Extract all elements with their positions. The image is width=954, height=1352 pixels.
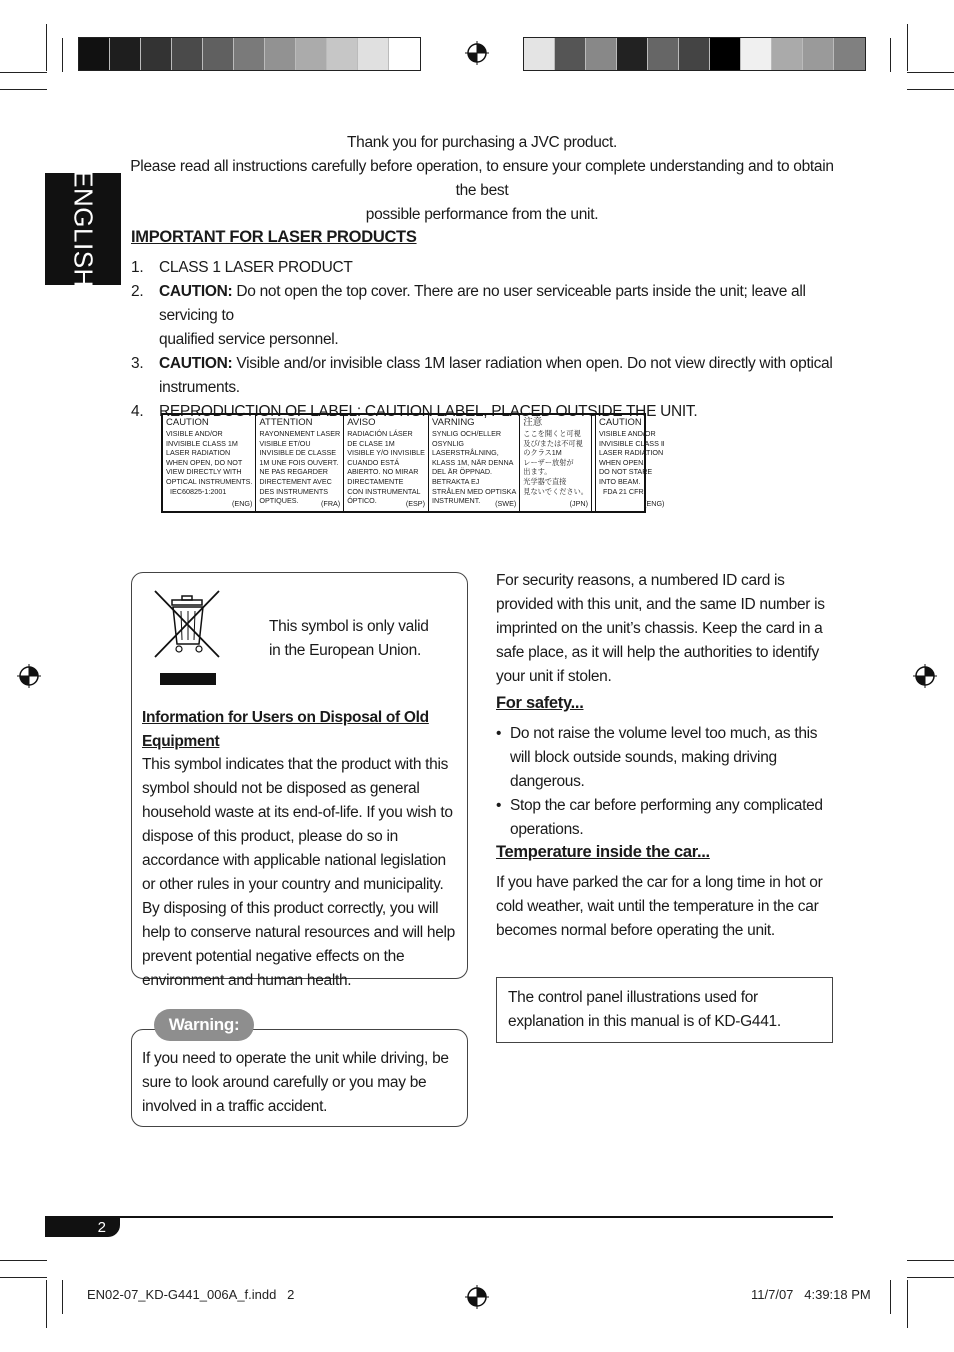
crop-mark: [62, 1280, 63, 1314]
caution-label-code: (JPN): [569, 499, 588, 509]
timestamp-slug: 11/7/07 4:39:18 PM: [751, 1287, 871, 1302]
caution-label-line: レーザー放射が: [523, 457, 574, 467]
crop-mark: [907, 72, 954, 73]
crop-mark: [0, 72, 47, 73]
caution-label-title: ATTENTION: [259, 417, 313, 428]
color-swatch: [389, 38, 420, 70]
caution-label-line: INVISIBLE CLASS Ⅱ: [598, 438, 665, 448]
crop-mark: [890, 38, 891, 72]
list-item: 2. CAUTION: Do not open the top cover. There are no user serviceable parts inside the unit; leave all servicing to qualified service personnel.: [131, 283, 806, 348]
list-item-text: Visible and/or invisible class 1M laser radiation when open. Do not view directly with optical: [232, 355, 833, 372]
color-swatch: [203, 38, 234, 70]
security-body: For security reasons, a numbered ID card is provided with this unit, and the same ID number is imprinted on the unit’s chassis. Keep the card in a safe place, as it will help the authorities to identify your unit if stolen.: [496, 572, 825, 685]
color-swatch: [772, 38, 803, 70]
caution-label-line: ÓPTICO.: [347, 496, 377, 506]
caution-label-line: 1M UNE FOIS OUVERT.: [259, 457, 339, 467]
caution-label-line: INSTRUMENT.: [431, 496, 481, 506]
caution-label: CAUTION:: [159, 355, 233, 372]
color-swatch: [327, 38, 358, 70]
laser-heading: IMPORTANT FOR LASER PRODUCTS: [131, 228, 417, 246]
caution-label-line: FDA 21 CFR: [598, 486, 644, 496]
caution-label-line: OPTIQUES.: [259, 496, 299, 506]
caution-label-line: WHEN OPEN, DO NOT: [166, 457, 243, 467]
caution-label-line: INVISIBLE DE CLASSE: [259, 448, 337, 458]
intro-line: Please read all instructions carefully before operation, to ensure your complete understanding and to obtain the best: [130, 158, 834, 199]
caution-label-line: ABIERTO. NO MIRAR: [347, 467, 419, 477]
intro-line: Thank you for purchasing a JVC product.: [346, 134, 618, 151]
intro: [120, 131, 844, 227]
list-item: • Do not raise the volume level too much, as this will block outside sounds, making driving dangerous.: [496, 722, 826, 794]
caution-label-code: (ENG): [644, 499, 665, 509]
page-number: 2: [45, 1218, 120, 1237]
caution-label-line: CON INSTRUMENTAL: [347, 486, 421, 496]
caution-label-line: BETRAKTA EJ: [431, 476, 480, 486]
language-tab: [45, 170, 121, 288]
caution-label-line: 出ます。: [523, 467, 552, 477]
caution-label-line: LASER RADIATION: [166, 448, 231, 458]
caution-label-cell: [429, 415, 520, 511]
caution-label-line: 光学器で直接: [523, 476, 567, 486]
caution-label-line: VISIBLE Y/O INVISIBLE: [347, 448, 425, 458]
color-swatch: [648, 38, 679, 70]
caution-label-line: DE CLASE 1M: [347, 438, 395, 448]
caution-label-title: CAUTION: [166, 417, 209, 428]
color-swatch: [265, 38, 296, 70]
list-item: 3. CAUTION: Visible and/or invisible class 1M laser radiation when open. Do not view directly with optical instruments.: [131, 355, 833, 396]
caution-label-title: VARNING: [431, 417, 475, 428]
caution-label-line: 及び/または不可視: [523, 438, 583, 448]
caution-label-cell: [520, 415, 592, 511]
caution-label-line: CUANDO ESTÁ: [347, 457, 400, 467]
color-swatch: [110, 38, 141, 70]
caution-label-code: (ESP): [405, 499, 425, 509]
registration-target-icon: [17, 664, 41, 688]
temperature-body: If you have parked the car for a long time in hot or cold weather, wait until the temperature in the car becomes normal before operating the unit.: [496, 874, 823, 939]
eu-symbol-note: This symbol is only valid in the European Union.: [269, 618, 429, 659]
crop-mark: [0, 89, 47, 90]
crop-mark: [0, 1277, 47, 1278]
crossed-out-bin-icon: [153, 589, 223, 687]
caution-label-line: INVISIBLE CLASS 1M: [166, 438, 238, 448]
file-slug: EN02-07_KD-G441_006A_f.indd 2: [87, 1287, 295, 1302]
intro-line: possible performance from the unit.: [365, 206, 599, 223]
crop-mark: [46, 1280, 47, 1328]
caution-label-line: DIRECTEMENT AVEC: [259, 476, 332, 486]
list-item-text: Do not open the top cover. There are no user serviceable parts inside the unit; leave all servicing to: [159, 283, 806, 324]
caution-label-line: RAYONNEMENT LASER: [259, 429, 341, 438]
color-swatch: [296, 38, 327, 70]
caution-label-line: のクラス1M: [523, 448, 562, 458]
caution-label-cell: [596, 415, 667, 511]
color-bar-right: [523, 37, 866, 71]
list-item-text: CLASS 1 LASER PRODUCT: [159, 259, 353, 276]
color-swatch: [79, 38, 110, 70]
caution-label-line: VISIBLE AND/OR: [166, 429, 223, 438]
disposal-heading: Information for Users on Disposal of Old Equipment: [142, 709, 429, 750]
crop-mark: [890, 1280, 891, 1314]
color-swatch: [803, 38, 834, 70]
caution-label-code: (FRA): [321, 499, 341, 509]
caution-label-reproduction: [161, 413, 665, 513]
caution-label-line: DEL ÄR ÖPPNAD.: [431, 467, 493, 477]
color-swatch: [555, 38, 586, 70]
caution-label-line: LASER RADIATION: [598, 448, 664, 458]
crop-mark: [46, 24, 47, 71]
registration-target-icon: [465, 1285, 489, 1309]
color-swatch: [679, 38, 710, 70]
color-swatch: [710, 38, 741, 70]
footer-rule: [45, 1216, 833, 1218]
registration-target-icon: [913, 664, 937, 688]
caution-label-line: KLASS 1M, NÄR DENNA: [431, 457, 514, 467]
caution-label-line: OSYNLIG: [431, 438, 464, 448]
warning-body: If you need to operate the unit while driving, be sure to look around carefully or you may be involved in a traffic accident.: [142, 1050, 449, 1115]
caution-label-title: AVISO: [347, 417, 376, 428]
caution-label-line: DES INSTRUMENTS: [259, 486, 329, 496]
safety-heading: For safety...: [496, 694, 584, 712]
list-item-text: instruments.: [159, 379, 240, 396]
caution-label-line: WHEN OPEN.: [598, 457, 646, 467]
color-swatch: [172, 38, 203, 70]
caution-label: CAUTION:: [159, 283, 233, 300]
caution-label-code: (SWE): [495, 499, 517, 509]
caution-label-line: NE PAS REGARDER: [259, 467, 328, 477]
list-item: 4. REPRODUCTION OF LABEL: CAUTION LABEL, PLACED OUTSIDE THE UNIT.: [131, 403, 698, 420]
color-swatch: [234, 38, 265, 70]
caution-label-line: ここを開くと可視: [523, 429, 581, 438]
caution-label-line: SYNLIG OCH/ELLER: [431, 429, 502, 438]
registration-target-icon: [465, 41, 489, 65]
list-item-text: REPRODUCTION OF LABEL: CAUTION LABEL, PLACED OUTSIDE THE UNIT.: [159, 403, 698, 420]
color-bar-left: [78, 37, 421, 71]
caution-label-cell: [256, 415, 344, 511]
caution-label-line: RADIACIÓN LÁSER: [347, 429, 413, 438]
language-tab-label: ENGLISH: [68, 170, 99, 288]
color-swatch: [358, 38, 389, 70]
caution-label-title: 注意: [523, 417, 543, 428]
caution-label-line: DIRECTAMENTE: [347, 476, 404, 486]
caution-label-code: (ENG): [232, 499, 253, 509]
crop-mark: [907, 89, 954, 90]
crop-mark: [907, 1280, 908, 1328]
crop-mark: [907, 24, 908, 71]
laser-list: [131, 256, 836, 424]
caution-label-line: VISIBLE AND/OR: [598, 429, 656, 438]
caution-label-cell: [163, 415, 256, 511]
color-swatch: [586, 38, 617, 70]
caution-label-line: VIEW DIRECTLY WITH: [166, 467, 242, 477]
crop-mark: [0, 1260, 47, 1261]
crop-mark: [907, 1277, 954, 1278]
caution-label-title: CAUTION: [598, 417, 642, 428]
crop-mark: [62, 38, 63, 72]
list-item-text: qualified service personnel.: [159, 331, 339, 348]
safety-list: [496, 722, 826, 842]
list-item: • Stop the car before performing any complicated operations.: [496, 794, 826, 842]
panel-note-body: The control panel illustrations used for explanation in this manual is of KD-G441.: [508, 989, 781, 1030]
caution-label-line: LASERSTRÅLNING,: [431, 448, 499, 458]
crop-mark: [907, 1260, 954, 1261]
list-item: 1. CLASS 1 LASER PRODUCT: [131, 259, 353, 276]
color-swatch: [524, 38, 555, 70]
color-swatch: [741, 38, 772, 70]
caution-label-line: STRÅLEN MED OPTISKA: [431, 486, 517, 496]
disposal-body: This symbol indicates that the product with this symbol should not be disposed as general household waste at its end-of-life. If you wish to dispose of this product, please do so in accordance with applicable national legislation or other rules in your country and municipality. By disposing of this product correctly, you will help to conserve natural resources and will help prevent potential negative effects on the environment and human health.: [142, 756, 456, 989]
caution-label-line: 見ないでください。: [523, 486, 588, 496]
caution-label-line: IEC60825-1:2001: [166, 486, 227, 496]
caution-label-line: DO NOT STARE: [598, 467, 653, 477]
caution-label-line: INTO BEAM.: [598, 476, 641, 486]
color-swatch: [617, 38, 648, 70]
color-swatch: [834, 38, 865, 70]
warning-label: Warning:: [154, 1009, 254, 1041]
caution-label-line: OPTICAL INSTRUMENTS.: [166, 476, 253, 486]
caution-label-cell: [344, 415, 429, 511]
caution-label-line: VISIBLE ET/OU: [259, 438, 311, 448]
color-swatch: [141, 38, 172, 70]
temperature-heading: Temperature inside the car...: [496, 843, 710, 861]
